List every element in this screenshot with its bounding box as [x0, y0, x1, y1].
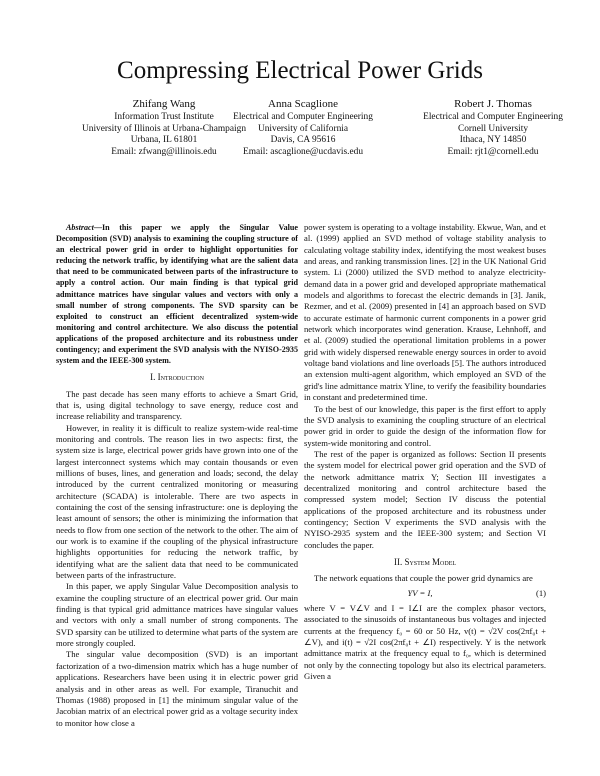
author-email: Email: zfwang@illinois.edu [111, 146, 217, 157]
section-heading-system-model: II. System Model [393, 556, 457, 567]
author-affiliation: Electrical and Computer Engineering [233, 112, 373, 122]
section-heading-introduction: I. Introduction [150, 372, 204, 383]
paper-title: Compressing Electrical Power Grids [117, 57, 483, 84]
author-name: Robert J. Thomas [454, 98, 532, 110]
left-column [56, 222, 298, 729]
equation-number: (1) [535, 587, 546, 598]
author-address: Urbana, IL 61801 [130, 135, 198, 146]
abstract-text: —In this paper we apply the Singular Value Decomposition (SVD) analysis to examining the coupling structure of an electrical power grid in order to highlight opportunities for reducing the network traffic, by identifying what are the salient data that need to be communicated between parts of the infrastructure to apply a control action. Our main finding is that typical grid admittance matrices have singular values and vectors with only a small number of strong components. The SVD sparsity can be exploited to construct an efficient decentralized system-wide monitoring and control architecture. We also discuss the potential applications of the proposed architecture and its robustness under contingency; and experiment the SVD analysis with the NYISO-2935 system and the IEEE-300 system. [56, 223, 298, 366]
author-affiliation: University of Illinois at Urbana-Champaign [81, 123, 247, 134]
author-affiliation: Electrical and Computer Engineering [423, 112, 563, 122]
paragraph: The past decade has seen many efforts to achieve a Smart Grid, that is, using digital technology to save energy, reduce cost and increase reliability and transparency. [56, 388, 298, 422]
author-affiliation: Cornell University [457, 123, 529, 134]
paragraph: The singular value decomposition (SVD) is an important factorization of a two-dimension matrix which has a huge number of applications. Researchers have been using it in electric power grid analysis and in other areas as well. For example, Tiranuchit and Thomas (1988) proposed in [1] the minimum singular value of the Jacobian matrix of an electrical power grid as a voltage security index to monitor how close a [56, 649, 298, 728]
abstract-label: Abstract [66, 223, 94, 232]
author-address: Ithaca, NY 14850 [459, 135, 527, 146]
right-column [304, 222, 546, 682]
paragraph: In this paper, we apply Singular Value Decomposition analysis to examine the coupling structure of an electrical power grid. Our main finding is that typical grid admittance matrices have singular values and vectors with only a small number of strong components. The SVD sparsity can be utilized to determine what parts of the system are more strongly coupled. [56, 581, 298, 649]
author-affiliation: University of California [257, 123, 349, 134]
author-email: Email: ascaglione@ucdavis.edu [242, 146, 364, 157]
author-email: Email: rjt1@cornell.edu [447, 146, 539, 157]
author-affiliation: Information Trust Institute [114, 112, 214, 122]
paragraph: power system is operating to a voltage instability. Ekwue, Wan, and et al. (1999) applied an SVD method of voltage stability analysis to calculating voltage stability index, identifying the most weakest buses and areas, and ranking transmission lines. [2] in the UK National Grid system. Li (2000) utilized the SVD method to analyze electricity-demand data in a power grid and developed appropriate mathematical models and algorithms to forecast the electric demands in [3]. Janik, Rezmer, and et al. (2009) presented in [4] an approach based on SVD to accurate estimate of harmonic current components in a power grid network which incorporates wind generation. Krause, Lehnhoff, and et al. (2009) studied the operational limitation problems in a power grid with widely dispersed renewable energy sources in order to avoid voltage band violations and line overloads [5]. The authors introduced an extension multi-agent algorithm, which employed an SVD of the grid's line admittance matrix Yline, to verify the feasibility boundaries in constant and predetermined time. [304, 222, 546, 403]
abstract [56, 222, 298, 366]
paragraph: However, in reality it is difficult to realize system-wide real-time monitoring and controls. The reason lies in two aspects: first, the system size is large, electrical power grids have grown into one of the largest interconnect systems which may contain thousands or even millions of buses, lines, and generation and loads; second, the delay introduced by the current centralized monitoring or measuring architecture (SCADA) is intolerable. There are two aspects in containing the cost of the sensing infrastructure: one is deploying the least amount of sensors; the other is minimizing the information that needs to flow from one section of the network to the other. The aim of our work is to examine if the coupling of the physical infrastructure highlights opportunities for reducing the network traffic, by identifying what are the salient data that need to be communicated between parts of the infrastructure. [56, 422, 298, 581]
author-name: Anna Scaglione [268, 98, 338, 110]
paragraph: The rest of the paper is organized as follows: Section II presents the system model for electrical power grid operation and the SVD of the network admittance matrix Y; Section III investigates a decentralized monitoring and control architecture based the compressed system model; Section IV discuss the potential applications of the proposed architecture and its robustness under contingency; Section V experiments the SVD analysis with the NYISO-2935 system and the IEEE-300 system; and Section VI concludes the paper. [304, 448, 546, 550]
paragraph: To the best of our knowledge, this paper is the first effort to apply the SVD analysis to examining the coupling structure of an electrical power grid in order to guide the design of the information flow for system-wide monitoring and control. [304, 403, 546, 448]
author-block-2 [208, 98, 398, 158]
paragraph: where V = V∠V and I = I∠I are the complex phasor vectors, associated to the sinusoids of instantaneous bus voltages and injected currents at the frequency f₀ = 60 or 50 Hz, v(t) = √2V cos(2πf₀t + ∠V), and i(t) = √2I cos(2πf₀t + ∠I) respectively. Y is the network admittance matrix at the frequency equal to f₀, which is determined not only by the connecting topology but also its electrical parameters. Given a [304, 603, 546, 682]
equation-body: YV = I, [407, 587, 433, 598]
author-name: Zhifang Wang [132, 98, 196, 110]
author-address: Davis, CA 95616 [270, 135, 336, 146]
author-block-3 [393, 98, 593, 158]
equation-1 [304, 588, 546, 599]
paragraph: The network equations that couple the power grid dynamics are [314, 573, 533, 584]
